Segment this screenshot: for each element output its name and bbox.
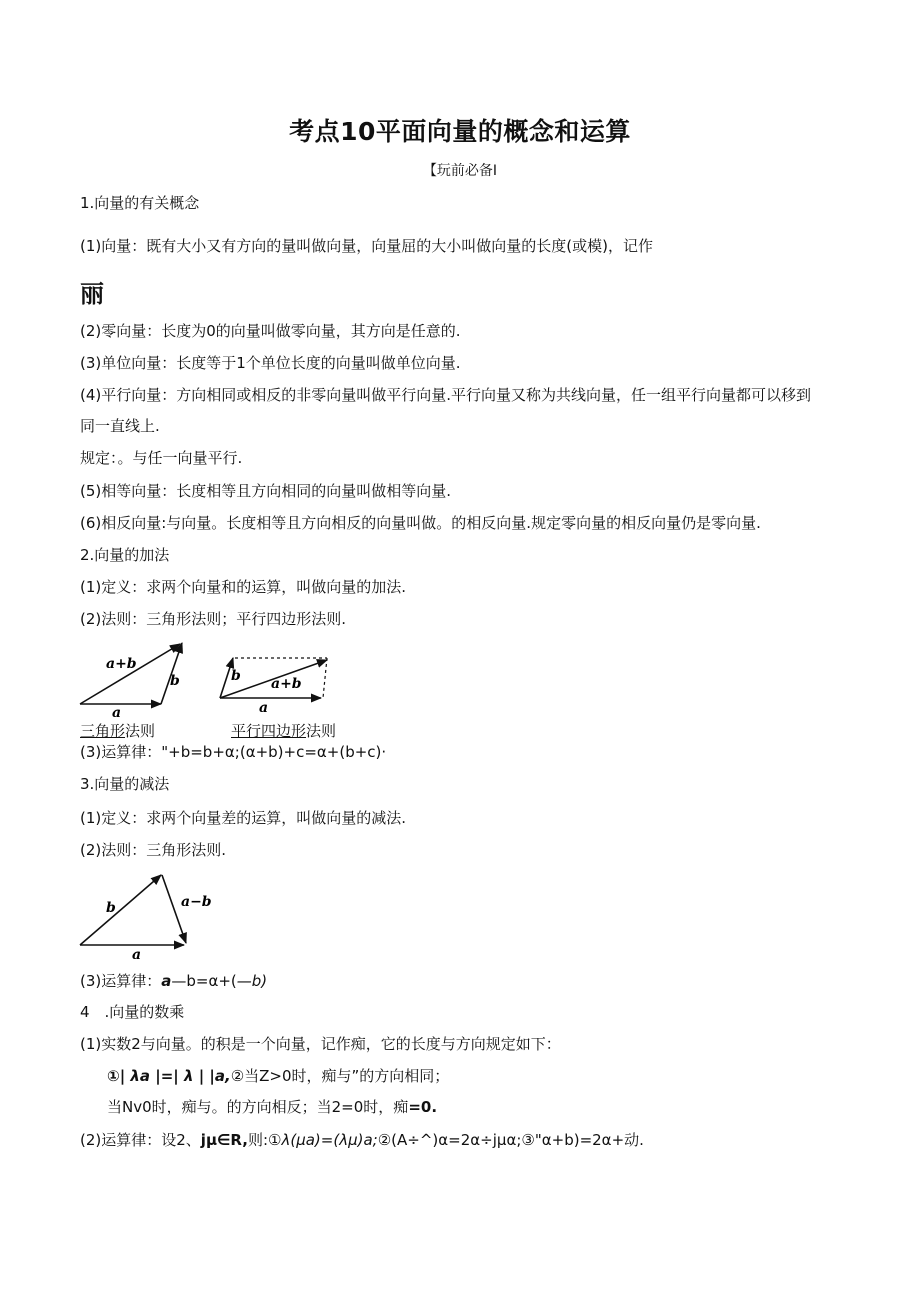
paragraph-opposite-vector: (6)相反向量:与向量。长度相等且方向相反的向量叫做。的相反向量.规定零向量的相反向量仍是零向量. (80, 514, 761, 532)
subtraction-heading: 3.向量的减法 (80, 775, 170, 793)
subtraction-rule: (2)法则：三角形法则. (80, 841, 227, 859)
label-b: b (231, 668, 241, 684)
section-subtitle: 【玩前必备I (422, 163, 498, 179)
concepts-heading: 1.向量的有关概念 (80, 194, 200, 212)
label-a-plus-b: a+b (106, 656, 137, 672)
paragraph-rule: 规定：。与任一向量平行. (80, 449, 243, 467)
scalar-law: (2)运算律：设2、jµ∈R,则:①λ(µa)=(λµ)a;②(A÷^)α=2α÷jµα;③"α+b)=2α+动. (80, 1131, 644, 1149)
triangle-subtraction-diagram (78, 870, 228, 965)
label-a: a (259, 700, 269, 716)
scalar-heading: 4 .向量的数乘 (80, 1003, 185, 1021)
addition-rule: (2)法则：三角形法则；平行四边形法则. (80, 610, 347, 628)
paragraph-equal-vector: (5)相等向量：长度相等且方向相同的向量叫做相等向量. (80, 482, 452, 500)
label-a: a (112, 705, 122, 721)
addition-heading: 2.向量的加法 (80, 546, 170, 564)
label-a-plus-b: a+b (271, 676, 302, 692)
paragraph-parallel-vector-cont: 同一直线上. (80, 417, 160, 435)
scalar-definition: (1)实数2与向量。的积是一个向量，记作痴，它的长度与方向规定如下： (80, 1035, 561, 1053)
label-b: b (106, 900, 116, 916)
paragraph-parallel-vector: (4)平行向量：方向相同或相反的非零向量叫做平行向量.平行向量又称为共线向量，任一组平行向量都可以移到 (80, 386, 812, 404)
page-title: 考点10平面向量的概念和运算 (289, 117, 631, 146)
subtraction-definition: (1)定义：求两个向量差的运算，叫做向量的减法. (80, 809, 407, 827)
paragraph-vector-definition: (1)向量：既有大小又有方向的量叫做向量，向量屈的大小叫做向量的长度(或模)，记作 (80, 237, 653, 255)
addition-definition: (1)定义：求两个向量和的运算，叫做向量的加法. (80, 578, 407, 596)
caption-triangle-rule: 三角形法则 (80, 722, 156, 740)
label-b: b (170, 673, 180, 689)
subtraction-law: (3)运算律：a—b=α+(—b) (80, 972, 268, 990)
scalar-rule-2: 当Nv0时，痴与。的方向相反；当2=0时，痴=0. (107, 1098, 438, 1116)
addition-law: (3)运算律："+b=b+α;(α+b)+c=α+(b+c)· (80, 743, 387, 761)
paragraph-zero-vector: (2)零向量：长度为0的向量叫做零向量，其方向是任意的. (80, 322, 461, 340)
label-a-minus-b: a−b (181, 894, 212, 910)
triangle-addition-diagram (78, 638, 208, 721)
vector-symbol: 丽 (80, 280, 104, 308)
paragraph-unit-vector: (3)单位向量：长度等于1个单位长度的向量叫做单位向量. (80, 354, 461, 372)
scalar-rule-1: ①| λa |=| λ | |a,②当Z>0时，痴与”的方向相同； (107, 1067, 450, 1085)
label-a: a (132, 947, 142, 963)
parallelogram-addition-diagram (217, 652, 347, 722)
caption-parallelogram-rule: 平行四边形法则 (231, 722, 337, 740)
